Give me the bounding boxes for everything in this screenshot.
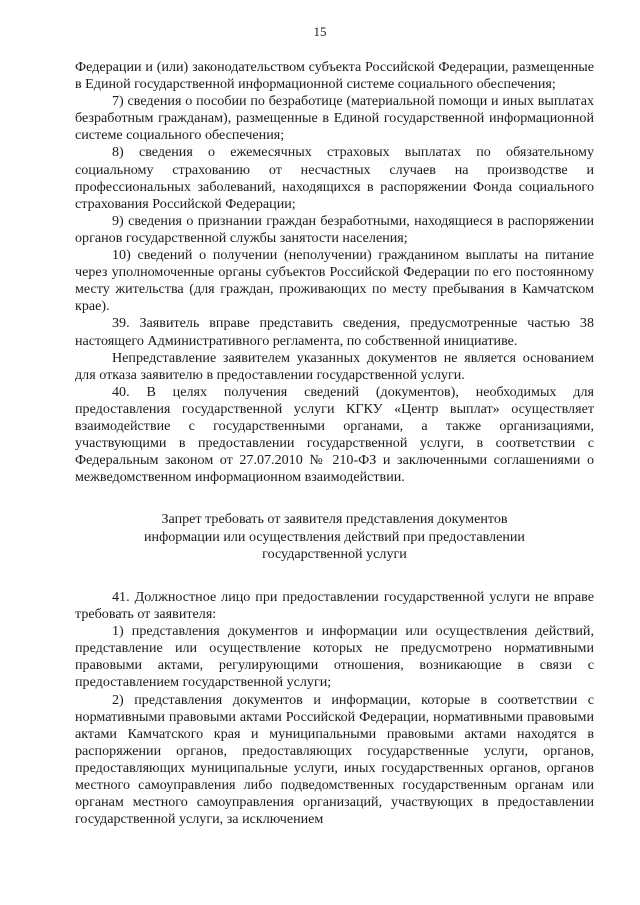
paragraph: 7) сведения о пособии по безработице (материальной помощи и иных выплатах безработным гражданам), размещенные в Единой государственной информационной системе социального обеспечения; [75,93,594,144]
section-heading-line: Запрет требовать от заявителя представления документов [161,511,508,528]
paragraph: Непредставление заявителем указанных документов не является основанием для отказа заявителю в предоставлении государственной услуги. [75,349,594,383]
paragraph: 1) представления документов и информации или осуществления действий, представление или осуществление которых не предусмотрено нормативными правовыми актами, регулирующими отношения, возникающие в связи с предоставлением государственной услуги; [75,623,594,691]
section-heading-line: государственной услуги [262,545,407,562]
section-heading [75,511,594,563]
paragraph: 2) представления документов и информации, которые в соответствии с нормативными правовыми актами Российской Федерации, нормативными правовыми актами Камчатского края и муниципальными правовыми актами находятся в распоряжении органов, предоставляющих государственные услуги, органов, предоставляющих муниципальные услуги, иных государственных органов, органов местного самоуправления либо подведомственных государственным органам или органам местного самоуправления организаций, участвующих в предоставлении государственной услуги, за исключением [75,691,594,828]
paragraph: Федерации и (или) законодательством субъекта Российской Федерации, размещенные в Единой государственной информационной системе социального обеспечения; [75,59,594,93]
paragraph: 8) сведения о ежемесячных страховых выплатах по обязательному социальному страхованию от несчастных случаев на производстве и профессиональных заболеваний, находящихся в распоряжении Фонда социального страхования Российской Федерации; [75,144,594,212]
page-content [75,59,594,828]
page-number: 15 [313,24,327,39]
section-heading-line: информации или осуществления действий при предоставлении [144,528,525,545]
top-paragraphs [75,59,594,486]
paragraph: 9) сведения о признании граждан безработными, находящиеся в распоряжении органов государственной службы занятости населения; [75,212,594,246]
bottom-paragraphs [75,589,594,828]
paragraph: 40. В целях получения сведений (документов), необходимых для предоставления государственной услуги КГКУ «Центр выплат» осуществляет взаимодействие с государственными органами, а также организациями, участвующими в предоставлении государственной услуги, в соответствии с Федеральным законом от 27.07.2010 № 210-ФЗ и заключенными соглашениями о межведомственном информационном взаимодействии. [75,383,594,486]
paragraph: 10) сведений о получении (неполучении) гражданином выплаты на питание через уполномоченные органы субъектов Российской Федерации по его постоянному месту жительства (для граждан, проживающих по месту пребывания в Камчатском крае). [75,247,594,315]
paragraph: 41. Должностное лицо при предоставлении государственной услуги не вправе требовать от заявителя: [75,588,594,623]
paragraph: 39. Заявитель вправе представить сведения, предусмотренные частью 38 настоящего Административного регламента, по собственной инициативе. [75,315,594,349]
